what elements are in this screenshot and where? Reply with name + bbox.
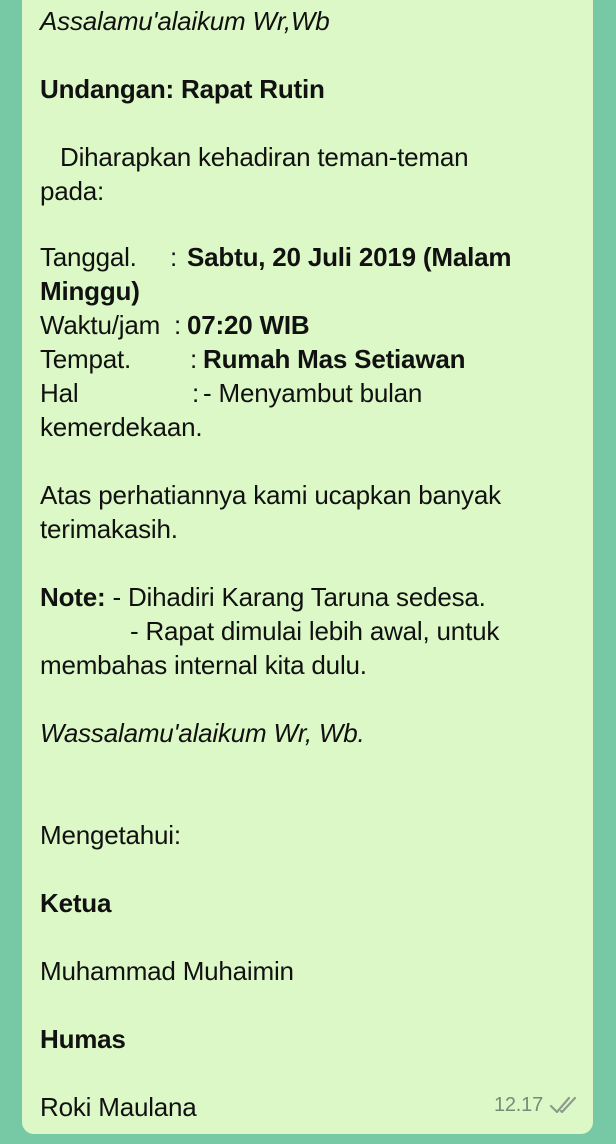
- note-item-2: - Rapat dimulai lebih awal, untuk: [130, 616, 500, 646]
- place-row: [40, 342, 465, 376]
- topic-value: - Menyambut bulan: [203, 378, 423, 408]
- closing: Wassalamu'alaikum Wr, Wb.: [40, 718, 365, 748]
- acknowledged-label: Mengetahui:: [40, 820, 181, 850]
- date-value-cont: Minggu): [40, 276, 140, 306]
- role-public-relations: Humas: [40, 1024, 126, 1054]
- double-check-icon: [549, 1094, 579, 1116]
- topic-key: Hal: [40, 378, 79, 408]
- message-content: [40, 0, 560, 1122]
- note-item-2-cont: membahas internal kita dulu.: [40, 650, 367, 680]
- intro-line-2: pada:: [40, 176, 105, 206]
- name-chairman: Muhammad Muhaimin: [40, 956, 294, 986]
- note-item-1: - Dihadiri Karang Taruna sedesa.: [112, 582, 486, 612]
- time-value: 07:20 WIB: [187, 310, 310, 340]
- thanks-line-2: terimakasih.: [40, 514, 178, 544]
- date-colon: :: [170, 242, 178, 272]
- message-bubble[interactable]: [22, 0, 593, 1134]
- note-label: Note:: [40, 582, 106, 612]
- topic-value-cont: kemerdekaan.: [40, 412, 203, 442]
- place-value: Rumah Mas Setiawan: [203, 344, 466, 374]
- intro-line-1: Diharapkan kehadiran teman-teman: [60, 142, 469, 172]
- date-value: Sabtu, 20 Juli 2019 (Malam: [187, 242, 512, 272]
- timestamp: 12.17: [493, 1094, 543, 1116]
- role-chairman: Ketua: [40, 888, 112, 918]
- date-key: Tanggal.: [40, 242, 137, 272]
- topic-row: [40, 376, 422, 410]
- place-key: Tempat.: [40, 344, 132, 374]
- topic-colon: :: [192, 378, 200, 408]
- date-row: [40, 240, 511, 274]
- name-public-relations: Roki Maulana: [40, 1092, 197, 1122]
- place-colon: :: [190, 344, 198, 374]
- invitation-title: Undangan: Rapat Rutin: [40, 74, 325, 104]
- time-colon: :: [174, 310, 182, 340]
- greeting: Assalamu'alaikum Wr,Wb: [40, 6, 330, 36]
- time-row: [40, 308, 310, 342]
- time-key: Waktu/jam: [40, 310, 161, 340]
- note-row: [40, 580, 486, 614]
- message-meta: [494, 1088, 579, 1122]
- thanks-line-1: Atas perhatiannya kami ucapkan banyak: [40, 480, 501, 510]
